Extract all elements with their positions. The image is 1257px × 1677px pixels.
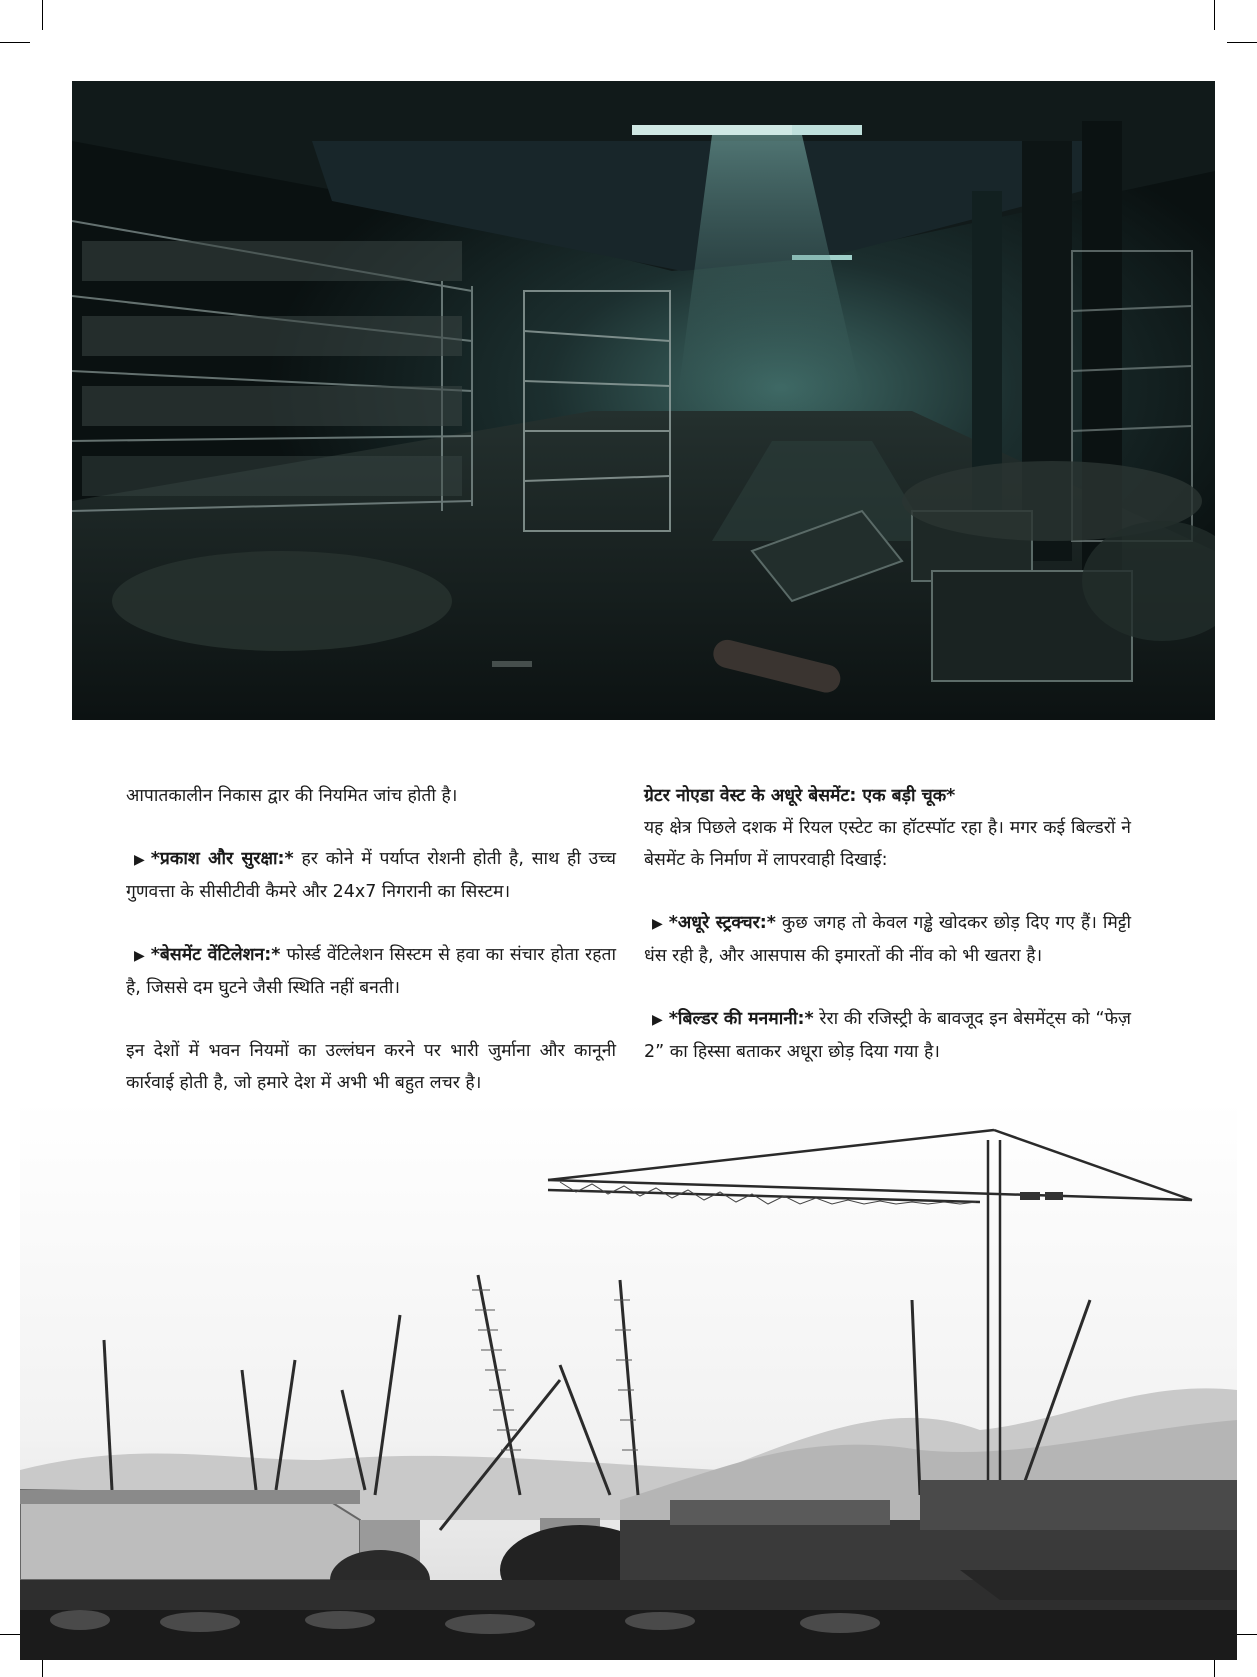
bullet-item-ventilation bbox=[126, 939, 616, 1004]
bullet-label: *बेसमेंट वेंटिलेशन:* bbox=[150, 945, 281, 965]
triangle-bullet-icon: ▶ bbox=[134, 948, 145, 964]
right-text-column bbox=[644, 780, 1131, 1068]
paragraph: आपातकालीन निकास द्वार की नियमित जांच होती है। bbox=[126, 786, 458, 806]
basement-photo bbox=[72, 81, 1215, 720]
bullet-text: रेरा की रजिस्ट्री के बावजूद इन बेसमेंट्स को “फेज़ 2” का हिस्सा बताकर अधूरा छोड़ दिया गया है। bbox=[644, 1009, 1131, 1062]
crop-mark bbox=[0, 42, 30, 43]
triangle-bullet-icon: ▶ bbox=[134, 852, 145, 868]
bullet-label: *बिल्डर की मनमानी:* bbox=[668, 1009, 814, 1029]
crop-mark bbox=[1214, 0, 1215, 30]
crop-mark bbox=[1227, 42, 1257, 43]
bullet-text: हर कोने में पर्याप्त रोशनी होती है, साथ ही उच्च गुणवत्ता के सीसीटीवी कैमरे और 24x7 निगरानी का सिस्टम। bbox=[126, 849, 616, 902]
section-heading: ग्रेटर नोएडा वेस्ट के अधूरे बेसमेंट: एक बड़ी चूक* bbox=[644, 786, 956, 806]
bullet-text: फोर्स्ड वेंटिलेशन सिस्टम से हवा का संचार होता रहता है, जिससे दम घुटने जैसी स्थिति नहीं बनती। bbox=[126, 945, 616, 998]
bullet-item-lighting bbox=[126, 843, 616, 908]
triangle-bullet-icon: ▶ bbox=[652, 916, 663, 932]
bullet-label: *प्रकाश और सुरक्षा:* bbox=[150, 849, 294, 869]
triangle-bullet-icon: ▶ bbox=[652, 1012, 663, 1028]
cranes-photo bbox=[20, 1100, 1237, 1660]
paragraph: इन देशों में भवन नियमों का उल्लंघन करने पर भारी जुर्माना और कानूनी कार्रवाई होती है, जो हमारे देश में अभी भी बहुत लचर है। bbox=[126, 1041, 616, 1093]
left-text-column bbox=[126, 780, 616, 1099]
bullet-text: कुछ जगह तो केवल गड्ढे खोदकर छोड़ दिए गए हैं। मिट्टी धंस रही है, और आसपास की इमारतों की नींव को भी खतरा है। bbox=[644, 913, 1131, 966]
bullet-item-structure bbox=[644, 907, 1131, 972]
paragraph: यह क्षेत्र पिछले दशक में रियल एस्टेट का हॉटस्पॉट रहा है। मगर कई बिल्डरों ने बेसमेंट के निर्माण में लापरवाही दिखाई: bbox=[644, 818, 1131, 870]
crop-mark bbox=[42, 0, 43, 30]
bullet-label: *अधूरे स्ट्रक्चर:* bbox=[668, 913, 776, 933]
bullet-item-builder bbox=[644, 1003, 1131, 1068]
